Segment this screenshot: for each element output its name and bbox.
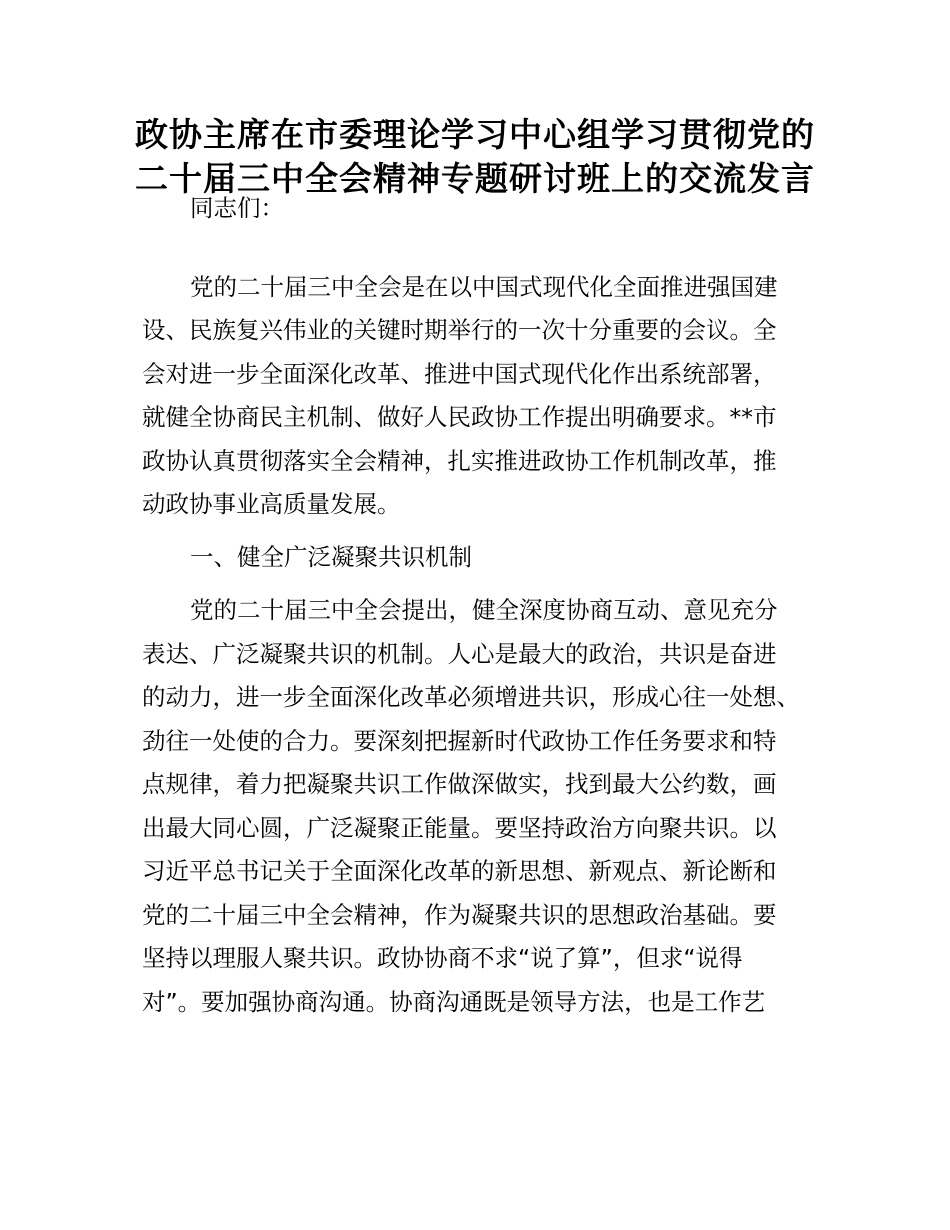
paragraph-2-line: 的动力，进一步全面深化改革必须增进共识，形成心往一处想、 <box>142 683 800 711</box>
paragraph-2-line: 坚持以理服人聚共识。政协协商不求“说了算”，但求“说得 <box>142 944 743 972</box>
paragraph-2-line: 出最大同心圆，广泛凝聚正能量。要坚持政治方向聚共识。以 <box>142 814 777 842</box>
paragraph-2-line: 表达、广泛凝聚共识的机制。人心是最大的政治，共识是奋进 <box>142 640 777 668</box>
paragraph-1-line: 党的二十届三中全会是在以中国式现代化全面推进强国建 <box>190 273 778 301</box>
paragraph-1-line: 动政协事业高质量发展。 <box>142 490 401 518</box>
section-heading: 一、健全广泛凝聚共识机制 <box>190 543 472 571</box>
document-title-line-2: 二十届三中全会精神专题研讨班上的交流发言 <box>135 159 815 198</box>
paragraph-2-line: 劲往一处使的合力。要深刻把握新时代政协工作任务要求和特 <box>142 727 777 755</box>
paragraph-2-line: 点规律，着力把凝聚共识工作做深做实，找到最大公约数，画 <box>142 770 777 798</box>
paragraph-1-line: 会对进一步全面深化改革、推进中国式现代化作出系统部署， <box>142 360 777 388</box>
salutation: 同志们： <box>190 194 284 222</box>
paragraph-1-line: 就健全协商民主机制、做好人民政协工作提出明确要求。**市 <box>142 403 777 431</box>
paragraph-2-line: 党的二十届三中全会提出，健全深度协商互动、意见充分 <box>190 596 778 624</box>
paragraph-1-line: 政协认真贯彻落实全会精神，扎实推进政协工作机制改革，推 <box>142 447 777 475</box>
paragraph-2-line: 党的二十届三中全会精神，作为凝聚共识的思想政治基础。要 <box>142 901 777 929</box>
paragraph-2-line: 习近平总书记关于全面深化改革的新思想、新观点、新论断和 <box>142 857 777 885</box>
paragraph-2-line: 对”。要加强协商沟通。协商沟通既是领导方法，也是工作艺 <box>142 988 766 1016</box>
document-title-line-1: 政协主席在市委理论学习中心组学习贯彻党的 <box>135 115 815 154</box>
paragraph-1-line: 设、民族复兴伟业的关键时期举行的一次十分重要的会议。全 <box>142 316 777 344</box>
